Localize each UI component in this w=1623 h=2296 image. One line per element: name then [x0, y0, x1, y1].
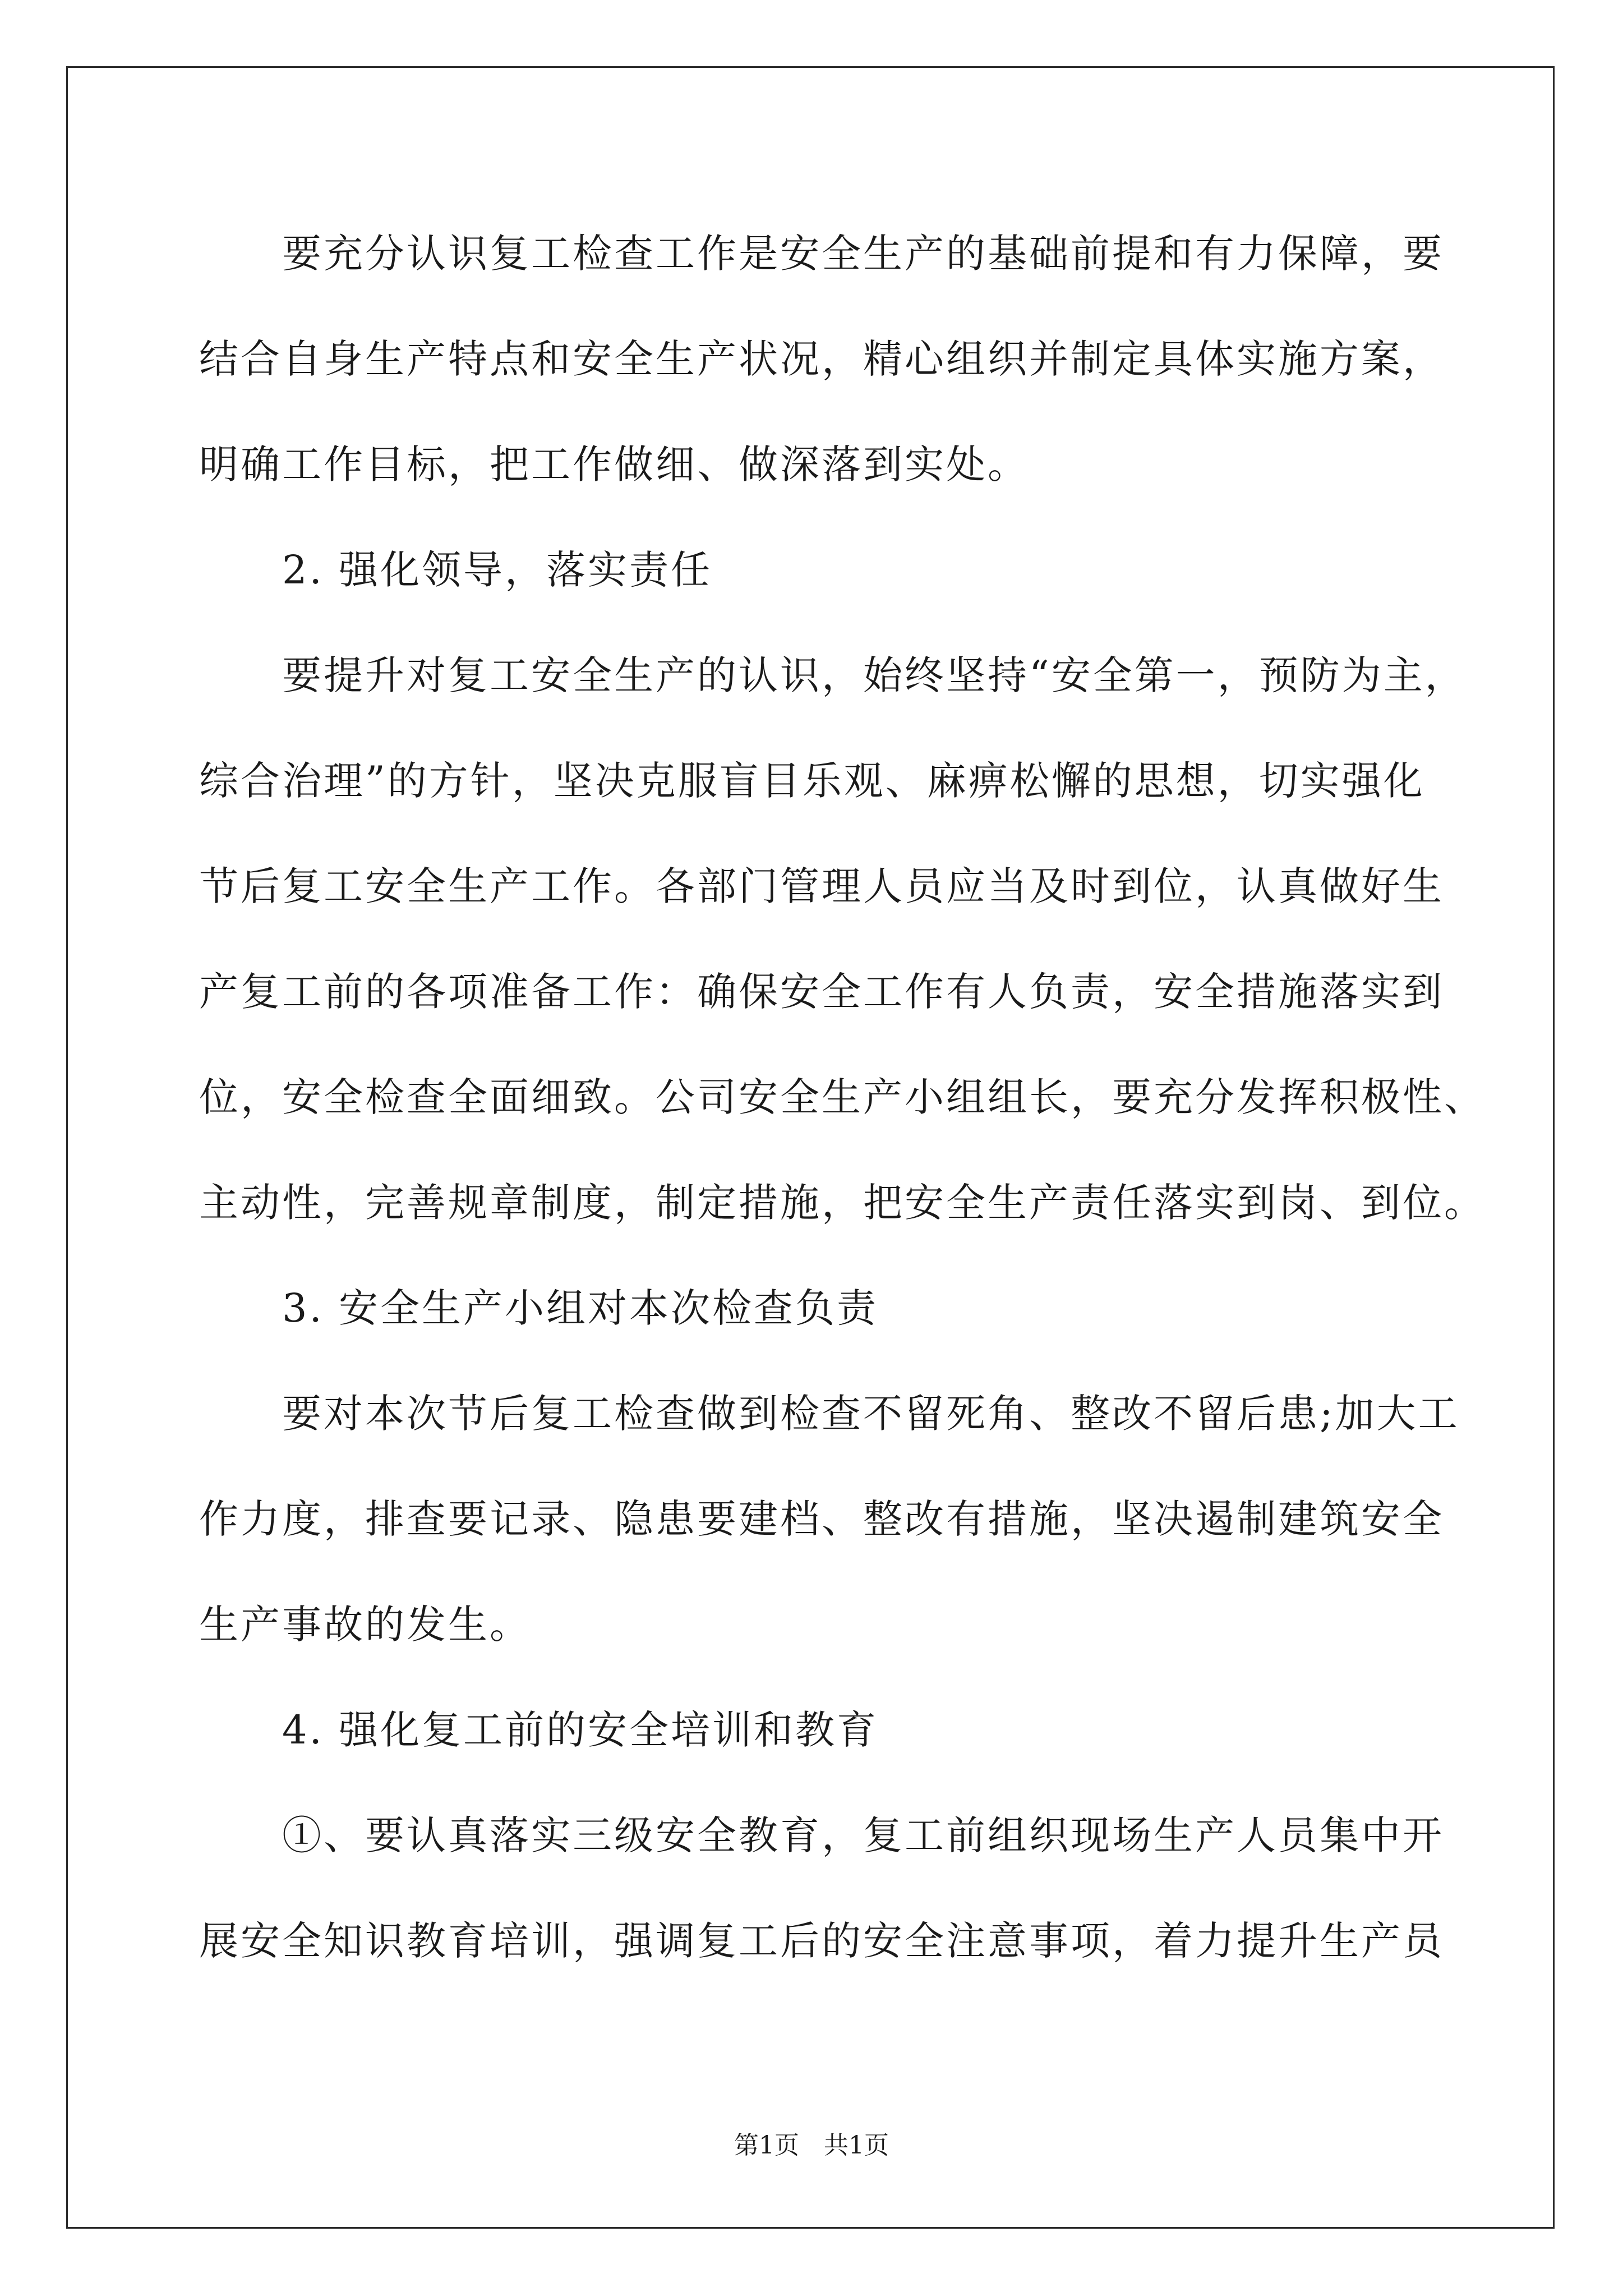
paragraph-line: 综合治理”的方针，坚决克服盲目乐观、麻痹松懈的思想，切实强化 [199, 758, 1425, 804]
section-heading: 2. 强化领导，落实责任 [282, 547, 713, 593]
paragraph-line: 要充分认识复工检查工作是安全生产的基础前提和有力保障，要 [282, 231, 1444, 277]
section-heading: 3. 安全生产小组对本次检查负责 [282, 1285, 879, 1331]
paragraph-line: 产复工前的各项准备工作：确保安全工作有人负责，安全措施落实到 [199, 969, 1444, 1015]
paragraph-line: 作力度，排查要记录、隐患要建档、整改有措施，坚决遏制建筑安全 [199, 1496, 1444, 1542]
paragraph-line: ①、要认真落实三级安全教育，复工前组织现场生产人员集中开 [282, 1812, 1444, 1858]
paragraph-line: 节后复工安全生产工作。各部门管理人员应当及时到位，认真做好生 [199, 863, 1444, 909]
paragraph-line: 明确工作目标，把工作做细、做深落到实处。 [199, 441, 1029, 487]
paragraph-line: 生产事故的发生。 [199, 1602, 531, 1648]
paragraph-line: 要提升对复工安全生产的认识，始终坚持“安全第一，预防为主， [282, 652, 1467, 698]
paragraph-line: 要对本次节后复工检查做到检查不留死角、整改不留后患;加大工 [282, 1391, 1460, 1437]
paragraph-line: 位，安全检查全面细致。公司安全生产小组组长，要充分发挥积极性、 [199, 1074, 1486, 1120]
page-footer: 第1页 共1页 [734, 2131, 889, 2160]
page-border [66, 66, 1555, 2229]
paragraph-line: 展安全知识教育培训，强调复工后的安全注意事项，着力提升生产员 [199, 1918, 1444, 1964]
paragraph-line: 主动性，完善规章制度，制定措施，把安全生产责任落实到岗、到位。 [199, 1180, 1486, 1226]
section-heading: 4. 强化复工前的安全培训和教育 [282, 1707, 879, 1753]
paragraph-line: 结合自身生产特点和安全生产状况，精心组织并制定具体实施方案， [199, 336, 1444, 382]
